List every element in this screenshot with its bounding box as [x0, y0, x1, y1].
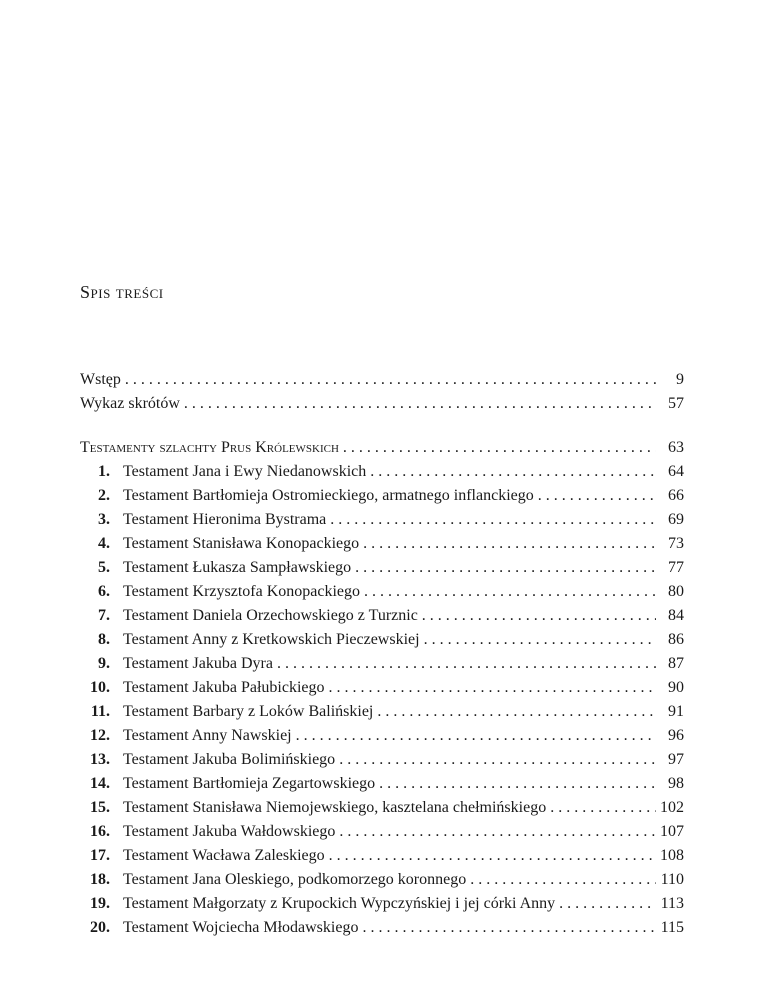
- toc-entry-page: 64: [668, 463, 684, 480]
- toc-entry-title: Testament Jakuba Wałdowskiego: [123, 823, 336, 840]
- toc-entry[interactable]: [80, 844, 684, 868]
- toc-entry-page: 96: [668, 727, 684, 744]
- toc-entry-title: Wykaz skrótów: [80, 395, 180, 412]
- toc-entry-page: 73: [668, 535, 684, 552]
- toc-entry-number: 2.: [98, 487, 110, 504]
- toc-entry[interactable]: [80, 508, 684, 532]
- toc-entry-number: 3.: [98, 511, 110, 528]
- toc-entry-number: 14.: [90, 775, 110, 792]
- toc-entry-number: 12.: [90, 727, 110, 744]
- toc-entry-number: 1.: [98, 463, 110, 480]
- toc-entry-number: 20.: [90, 919, 110, 936]
- toc-entry[interactable]: [80, 580, 684, 604]
- toc-entry-title: Testament Stanisława Konopackiego: [123, 535, 360, 552]
- toc-entry-page: 69: [668, 511, 684, 528]
- toc-entry-number: 5.: [98, 559, 110, 576]
- section-page: 63: [668, 439, 684, 456]
- toc-entry[interactable]: [80, 772, 684, 796]
- toc-entry-page: 90: [668, 679, 684, 696]
- dot-leader: [330, 508, 656, 532]
- dot-leader: [343, 436, 656, 460]
- toc-entry-title: Testament Stanisława Niemojewskiego, kasztelana chełmińskiego: [123, 799, 547, 816]
- dot-leader: [277, 652, 656, 676]
- dot-leader: [538, 484, 656, 508]
- toc-entry-number: 11.: [90, 703, 110, 720]
- dot-leader: [470, 868, 656, 892]
- toc-entry-title: Testament Jakuba Dyra: [123, 655, 273, 672]
- toc-entry[interactable]: [80, 868, 684, 892]
- toc-entry-number: 15.: [90, 799, 110, 816]
- toc-entry-title: Testament Hieronima Bystrama: [123, 511, 327, 528]
- toc-entry[interactable]: [80, 532, 684, 556]
- toc-entry-page: 115: [660, 919, 684, 936]
- toc-entry-number: 7.: [98, 607, 110, 624]
- dot-leader: [370, 460, 656, 484]
- toc-entry-number: 13.: [90, 751, 110, 768]
- dot-leader: [550, 796, 656, 820]
- toc-entry-page: 97: [668, 751, 684, 768]
- toc-entry[interactable]: [80, 604, 684, 628]
- toc-entry-page: 80: [668, 583, 684, 600]
- dot-leader: [125, 368, 656, 392]
- toc-entry-number: 8.: [98, 631, 110, 648]
- toc-entry[interactable]: [80, 916, 684, 940]
- dot-leader: [424, 628, 656, 652]
- toc-entry-page: 107: [660, 823, 684, 840]
- toc-entry[interactable]: [80, 676, 684, 700]
- dot-leader: [363, 532, 656, 556]
- toc-entry-page: 57: [668, 395, 684, 412]
- toc-entry-title: Testament Małgorzaty z Krupockich Wypczyńskiej i jej córki Anny: [123, 895, 556, 912]
- toc-entry-title: Testament Łukasza Sampławskiego: [123, 559, 352, 576]
- dot-leader: [329, 844, 656, 868]
- toc-entry-title: Testament Anny z Kretkowskich Pieczewskiej: [123, 631, 420, 648]
- toc-entry-number: 9.: [98, 655, 110, 672]
- toc-entry-page: 77: [668, 559, 684, 576]
- toc-entry-number: 17.: [90, 847, 110, 864]
- toc-entry-page: 66: [668, 487, 684, 504]
- toc-entry-title: Testament Jakuba Pałubickiego: [123, 679, 325, 696]
- toc-entry-page: 108: [660, 847, 684, 864]
- toc-entry-title: Wstęp: [80, 371, 121, 388]
- page-title: Spis treści: [80, 282, 164, 302]
- toc-entry[interactable]: [80, 556, 684, 580]
- toc-entry-introduction[interactable]: [80, 368, 684, 392]
- dot-leader: [296, 724, 656, 748]
- toc-entry-page: 98: [668, 775, 684, 792]
- dot-leader: [362, 916, 656, 940]
- toc-entry-title: Testament Jana Oleskiego, podkomorzego koronnego: [123, 871, 467, 888]
- toc-entry[interactable]: [80, 748, 684, 772]
- toc-entry-number: 18.: [90, 871, 110, 888]
- toc-entry-page: 102: [660, 799, 684, 816]
- toc-entry-page: 91: [668, 703, 684, 720]
- toc-entry[interactable]: [80, 460, 684, 484]
- toc-entry-number: 16.: [90, 823, 110, 840]
- dot-leader: [422, 604, 656, 628]
- toc-entry-abbreviations[interactable]: [80, 392, 684, 416]
- toc-entry-page: 84: [668, 607, 684, 624]
- toc-entry-title: Testament Krzysztofa Konopackiego: [123, 583, 361, 600]
- toc-entry-title: Testament Jana i Ewy Niedanowskich: [123, 463, 367, 480]
- toc-entry-title: Testament Wojciecha Młodawskiego: [123, 919, 359, 936]
- toc-entry-number: 19.: [90, 895, 110, 912]
- toc-section-heading[interactable]: [80, 436, 684, 460]
- toc-entry-title: Testament Bartłomieja Ostromieckiego, armatnego inflanckiego: [123, 487, 534, 504]
- toc-entry-page: 9: [676, 371, 684, 388]
- dot-leader: [339, 820, 656, 844]
- dot-leader: [379, 772, 656, 796]
- toc-entry[interactable]: [80, 724, 684, 748]
- toc-entry-title: Testament Wacława Zaleskiego: [123, 847, 325, 864]
- dot-leader: [364, 580, 656, 604]
- dot-leader: [355, 556, 656, 580]
- toc-entry[interactable]: [80, 628, 684, 652]
- toc-entry[interactable]: [80, 700, 684, 724]
- toc-entry[interactable]: [80, 892, 684, 916]
- toc-entry-title: Testament Jakuba Bolimińskiego: [123, 751, 336, 768]
- dot-leader: [559, 892, 656, 916]
- toc-entry-title: Testament Daniela Orzechowskiego z Turznic: [123, 607, 418, 624]
- section-list: [80, 436, 684, 940]
- toc-entry-number: 6.: [98, 583, 110, 600]
- toc-entry[interactable]: [80, 796, 684, 820]
- section-title: Testamenty szlachty Prus Królewskich: [80, 439, 339, 456]
- toc-entry-page: 113: [660, 895, 684, 912]
- toc-entry-page: 110: [660, 871, 684, 888]
- toc-entry-number: 4.: [98, 535, 110, 552]
- toc-entry-page: 86: [668, 631, 684, 648]
- toc-entry-title: Testament Barbary z Loków Balińskiej: [123, 703, 374, 720]
- dot-leader: [339, 748, 656, 772]
- dot-leader: [329, 676, 657, 700]
- front-matter-list: [80, 368, 684, 416]
- dot-leader: [377, 700, 656, 724]
- toc-entry-title: Testament Anny Nawskiej: [123, 727, 292, 744]
- toc-entry-title: Testament Bartłomieja Zegartowskiego: [123, 775, 376, 792]
- toc-entry[interactable]: [80, 484, 684, 508]
- dot-leader: [184, 392, 656, 416]
- toc-entry-number: 10.: [90, 679, 110, 696]
- toc-entry[interactable]: [80, 820, 684, 844]
- toc-entry-page: 87: [668, 655, 684, 672]
- toc-entry[interactable]: [80, 652, 684, 676]
